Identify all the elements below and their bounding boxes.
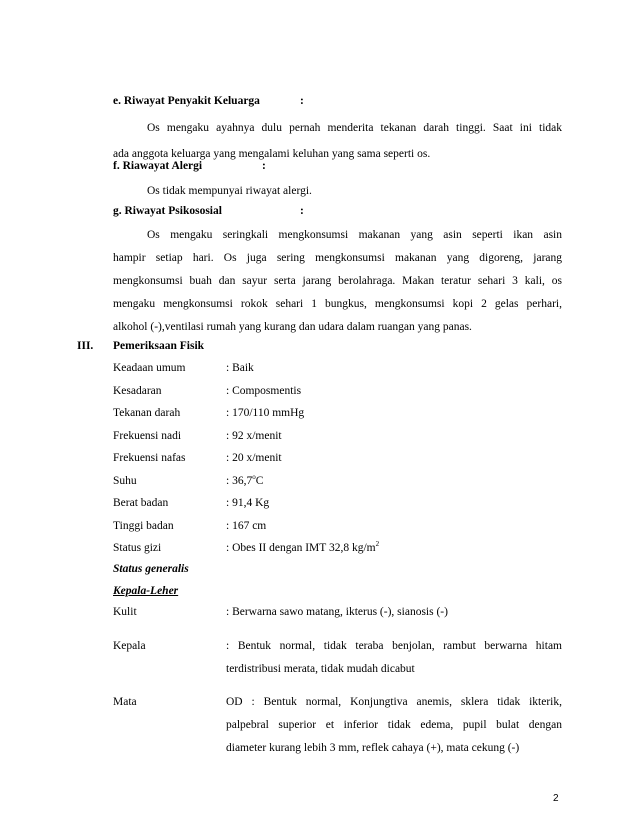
section-g-line1: Os mengaku seringkali mengkonsumsi makanan yang asin seperti ikan asin <box>147 229 562 241</box>
exam-mata-line3: diameter kurang lebih 3 mm, reflek cahaya (+), mata cekung (-) <box>226 742 520 754</box>
section-f-title: f. Riawayat Alergi <box>113 160 203 172</box>
vital-value: : 170/110 mmHg <box>226 407 305 419</box>
exam-kepala-line1: : Bentuk normal, tidak teraba benjolan, rambut berwarna hitam <box>226 640 562 652</box>
vital-label: Tinggi badan <box>113 520 174 532</box>
section-g-colon: : <box>300 205 304 217</box>
exam-kulit-label: Kulit <box>113 606 137 618</box>
status-generalis-heading: Status generalis <box>113 563 189 575</box>
vital-value: : Obes II dengan IMT 32,8 $kg/m^2$ <box>226 540 380 554</box>
kepala-leher-heading: Kepala-Leher <box>113 585 179 597</box>
section-g-line3: mengkonsumsi buah dan sayur serta jarang berolahraga. Makan teratur sehari 3 kali, os <box>113 275 562 287</box>
section-g-line4: mengaku mengkonsumsi rokok sehari 1 bungkus, mengkonsumsi kopi 2 gelas perhari, <box>113 298 562 310</box>
vital-value: : 167 cm <box>226 520 267 532</box>
section-f-line1: Os tidak mempunyai riwayat alergi. <box>147 185 312 197</box>
vital-value: : Composmentis <box>226 385 302 397</box>
section-3-number: III. <box>77 340 94 352</box>
exam-mata-line2: palpebral superior et inferior tidak edema, pupil bulat dengan <box>226 719 562 731</box>
section-e-line2: ada anggota keluarga yang mengalami keluhan yang sama seperti os. <box>113 148 431 160</box>
vital-value: : 20 x/menit <box>226 452 282 464</box>
vital-label: Keadaan umum <box>113 362 186 374</box>
exam-kepala-label: Kepala <box>113 640 146 652</box>
section-g-line2: hampir setiap hari. Os juga sering mengkonsumsi makanan yang digoreng, jarang <box>113 252 562 264</box>
section-3-title: Pemeriksaan Fisik <box>113 340 205 352</box>
exam-kepala-line2: terdistribusi merata, tidak mudah dicabut <box>226 663 415 675</box>
vital-value: : Baik <box>226 362 254 374</box>
vital-value: : 91,4 Kg <box>226 497 270 509</box>
vital-label: Suhu <box>113 475 137 487</box>
vital-value: : 36,7$^o$C <box>226 473 264 487</box>
section-e-title: e. Riwayat Penyakit Keluarga <box>113 95 260 107</box>
section-f-colon: : <box>262 160 266 172</box>
section-e-colon: : <box>300 95 304 107</box>
exam-mata-line1: OD : Bentuk normal, Konjungtiva anemis, sklera tidak ikterik, <box>226 696 562 708</box>
page-number: 2 <box>553 793 559 804</box>
exam-mata-label: Mata <box>113 696 137 708</box>
vital-value: : 92 x/menit <box>226 430 282 442</box>
vital-label: Status gizi <box>113 542 162 554</box>
vital-label: Kesadaran <box>113 385 162 397</box>
vital-label: Berat badan <box>113 497 169 509</box>
section-g-line5: alkohol (-),ventilasi rumah yang kurang dan udara dalam ruangan yang panas. <box>113 321 472 333</box>
section-e-line1: Os mengaku ayahnya dulu pernah menderita tekanan darah tinggi. Saat ini tidak <box>147 122 562 134</box>
vital-label: Frekuensi nafas <box>113 452 186 464</box>
exam-kulit-value: : Berwarna sawo matang, ikterus (-), sianosis (-) <box>226 606 448 618</box>
section-g-title: g. Riwayat Psikososial <box>113 205 222 217</box>
vital-label: Tekanan darah <box>113 407 181 419</box>
vital-label: Frekuensi nadi <box>113 430 182 442</box>
